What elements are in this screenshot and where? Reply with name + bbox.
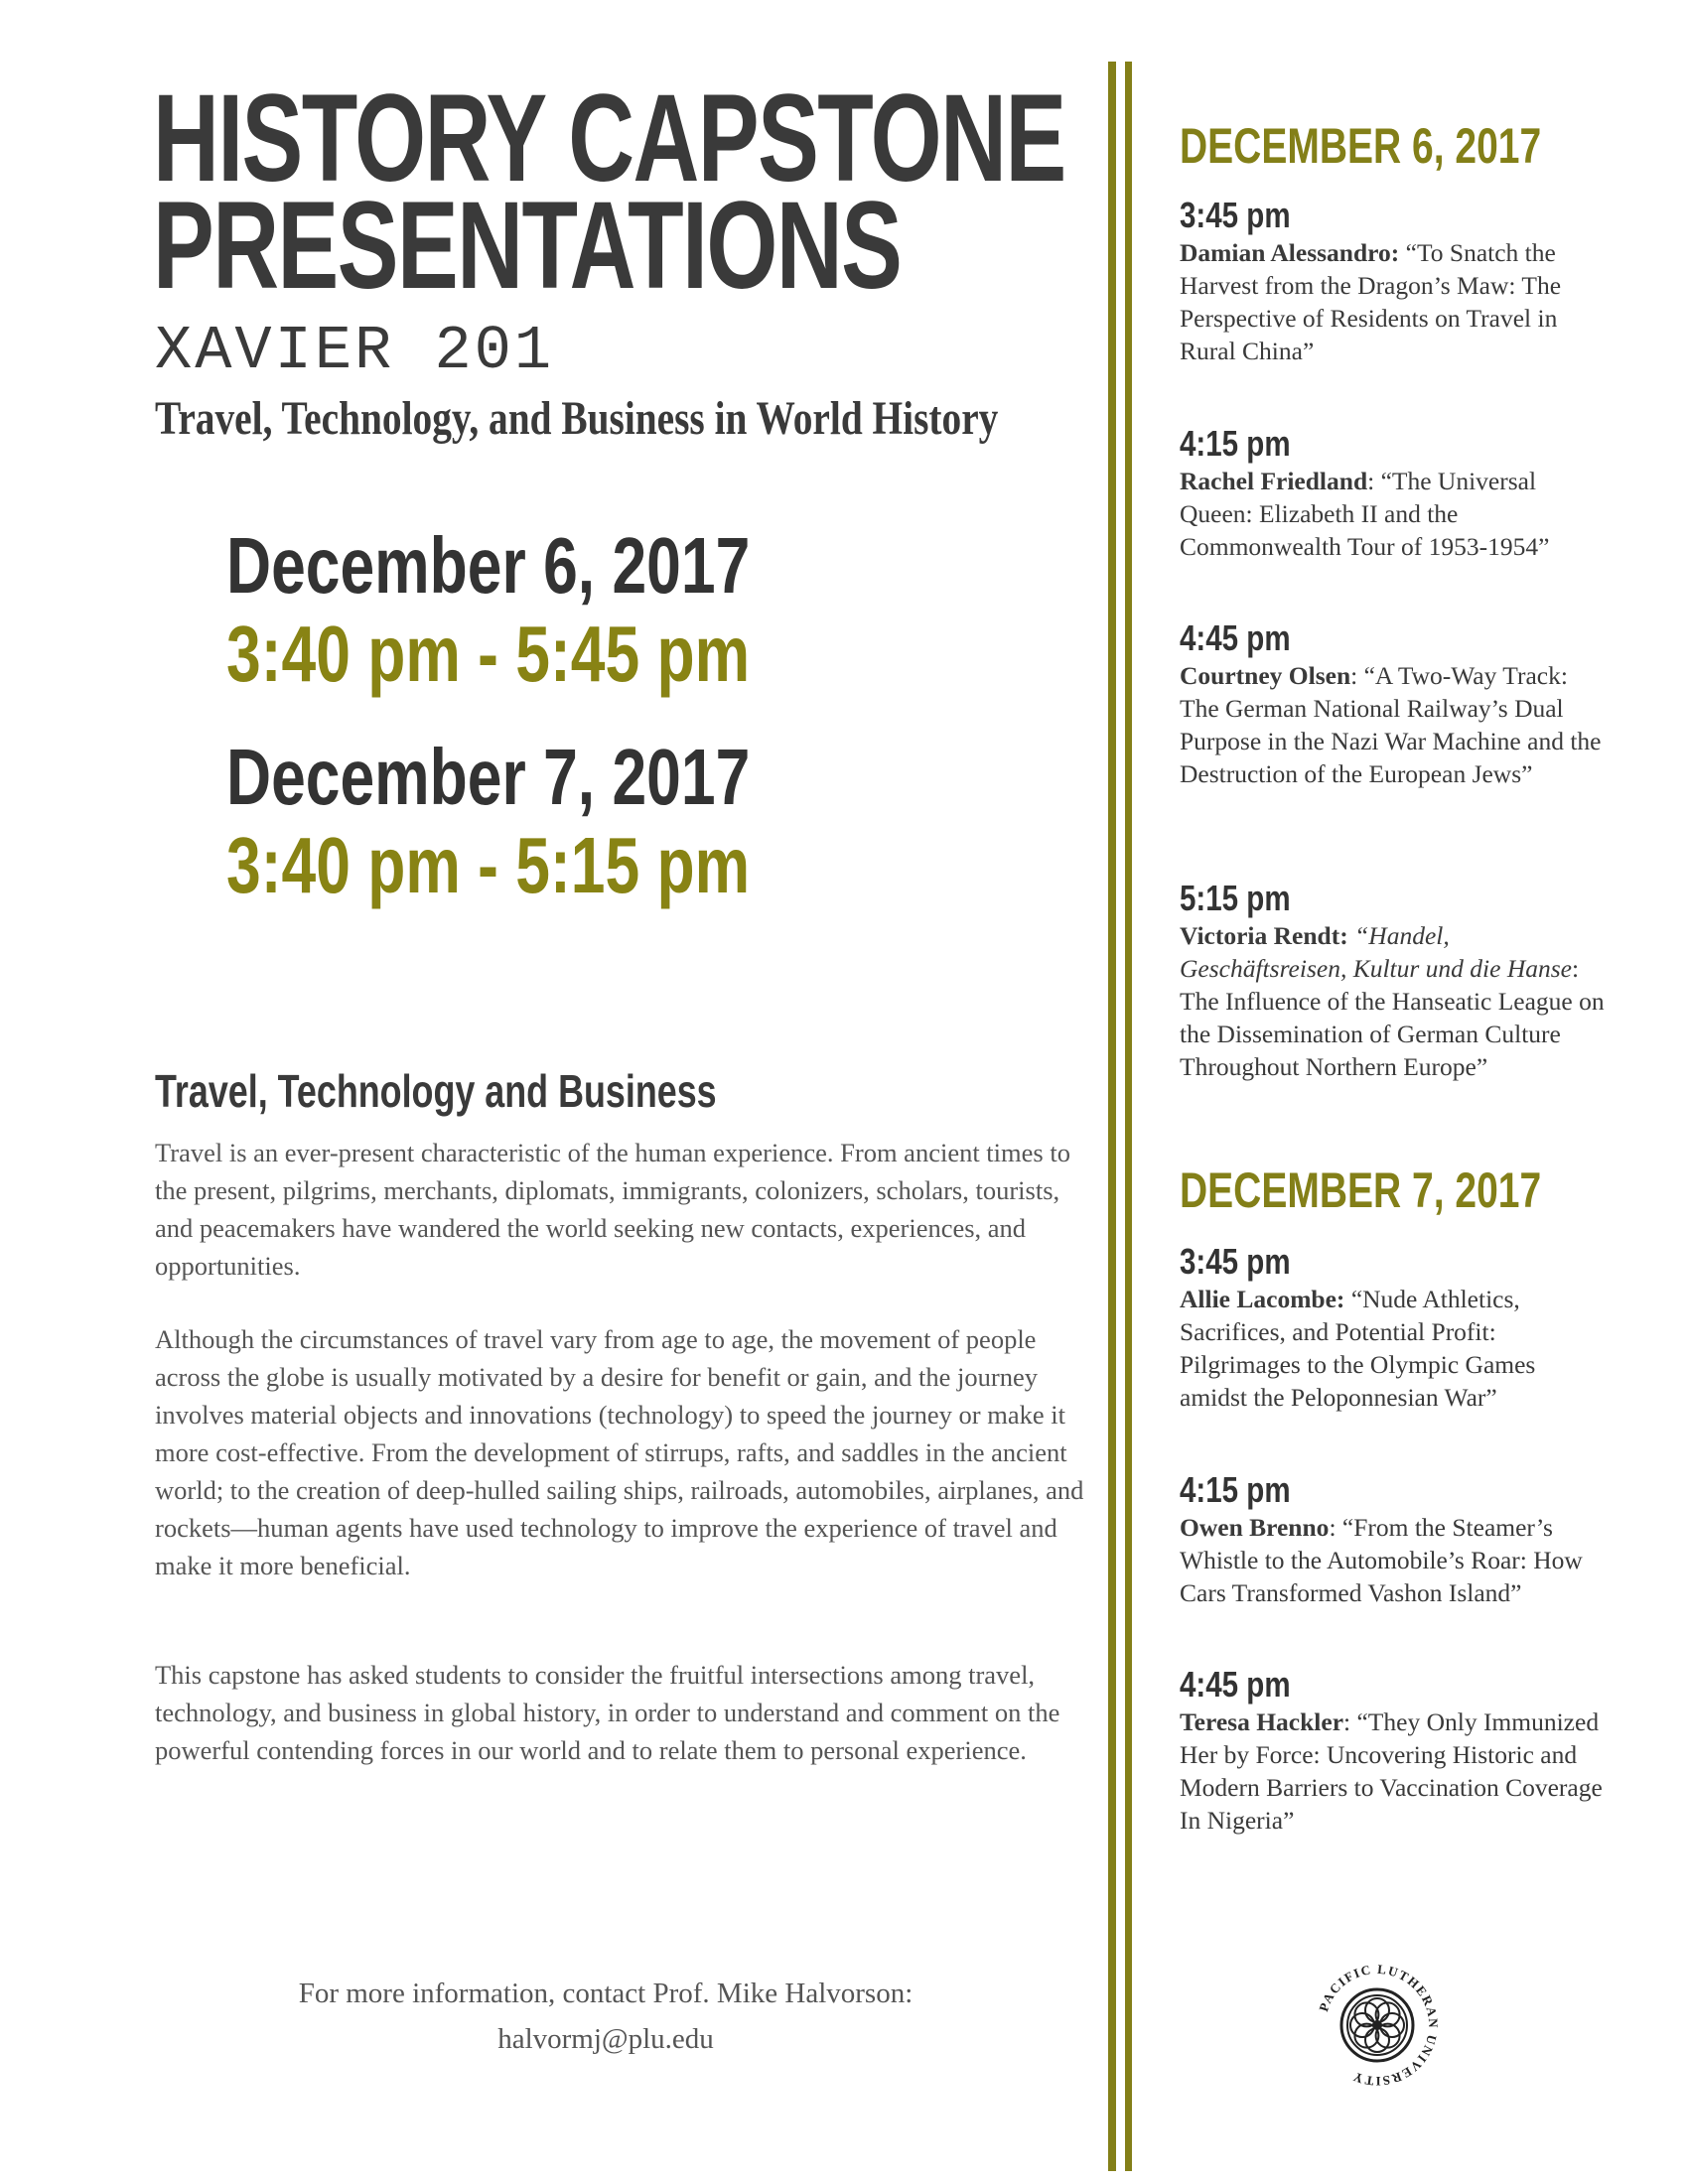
summary-date-2: December 7, 2017 [226, 733, 751, 821]
contact-info [179, 1971, 1033, 2062]
presenter-name: Damian Alessandro: [1180, 238, 1400, 267]
university-seal-logo [1313, 1961, 1442, 2090]
presenter-name: Allie Lacombe: [1180, 1285, 1345, 1313]
course-subtitle: Travel, Technology, and Business in World History [155, 392, 999, 445]
about-paragraph-1: Travel is an ever-present characteristic of the human experience. From ancient times to the present, pilgrims, merchants, diplomats, immigrants, colonizers, scholars, tourists, and peacemakers have wandered the world seeking new contacts, experiences, and opportunities. [155, 1138, 1070, 1281]
title-line-2: PRESENTATIONS [153, 177, 902, 315]
slot-time: 4:15 pm [1180, 1469, 1291, 1510]
presenter-name: Owen Brenno [1180, 1513, 1330, 1542]
presenter-name: Courtney Olsen [1180, 661, 1351, 690]
contact-line: For more information, contact Prof. Mike Halvorson: [298, 1978, 914, 2009]
slot-description [1180, 1283, 1607, 1414]
summary-date-1: December 6, 2017 [226, 521, 751, 610]
about-paragraph-2: Although the circumstances of travel vary from age to age, the movement of people across the globe is usually motivated by a desire for benefit or gain, and the journey involves material objects and innovations (technology) to speed the journey or make it more cost-effective. From the development of stirrups, rafts, and saddles in the ancient world; to the creation of deep-hulled sailing ships, railroads, automobiles, airplanes, and rockets—human agents have used technology to improve the experience of travel and make it more beneficial. [155, 1324, 1084, 1580]
course-code: XAVIER 201 [155, 316, 555, 386]
talk-title: : “A Two-Way Track: The German National Railway’s Dual Purpose in the Nazi War Machine and the Destruction of the European Jews” [1180, 661, 1602, 788]
talk-title: : “From the Steamer’s Whistle to the Automobile’s Roar: How Cars Transformed Vashon Island” [1180, 1513, 1583, 1607]
divider-bar-1 [1108, 62, 1116, 2171]
contact-email[interactable]: halvormj@plu.edu [497, 2023, 714, 2055]
day-heading-2: DECEMBER 7, 2017 [1180, 1162, 1542, 1218]
slot-time: 3:45 pm [1180, 195, 1291, 235]
slot-description [1180, 919, 1607, 1083]
talk-title: : “The Universal Queen: Elizabeth II and the Commonwealth Tour of 1953-1954” [1180, 467, 1550, 561]
title-line-1: HISTORY CAPSTONE [153, 69, 1065, 207]
talk-title-italic: “Handel, Geschäftsreisen, Kultur und die Hanse [1180, 921, 1572, 983]
page-title [153, 69, 1146, 315]
talk-title: “To Snatch the Harvest from the Dragon’s Maw: The Perspective of Residents on Travel in Rural China” [1180, 238, 1562, 365]
slot-time: 4:45 pm [1180, 617, 1291, 658]
slot-description [1180, 1511, 1607, 1609]
talk-title: “Nude Athletics, Sacrifices, and Potential Profit: Pilgrimages to the Olympic Games amidst the Peloponnesian War” [1180, 1285, 1536, 1412]
talk-title: : “They Only Immunized Her by Force: Uncovering Historic and Modern Barriers to Vaccination Coverage In Nigeria” [1180, 1707, 1603, 1835]
slot-description [1180, 236, 1607, 367]
about-paragraph-3: This capstone has asked students to consider the fruitful intersections among travel, technology, and business in global history, in order to understand and comment on the powerful contending forces in our world and to relate them to personal experience. [155, 1660, 1060, 1765]
slot-description [1180, 1706, 1607, 1837]
svg-text:PACIFIC LUTHERAN UNIVERSITY: PACIFIC LUTHERAN UNIVERSITY [1316, 1961, 1442, 2090]
slot-time: 4:15 pm [1180, 423, 1291, 464]
summary-time-2: 3:40 pm - 5:15 pm [226, 821, 751, 909]
about-heading: Travel, Technology and Business [155, 1065, 717, 1117]
slot-description [1180, 465, 1607, 563]
slot-time: 5:15 pm [1180, 878, 1291, 918]
summary-time-1: 3:40 pm - 5:45 pm [226, 610, 751, 698]
slot-time: 3:45 pm [1180, 1241, 1291, 1282]
presenter-name: Rachel Friedland [1180, 467, 1368, 495]
day-heading-1: DECEMBER 6, 2017 [1180, 118, 1542, 174]
divider-bar-2 [1125, 62, 1132, 2171]
slot-description [1180, 659, 1607, 790]
presenter-name: Teresa Hackler [1180, 1707, 1344, 1736]
slot-time: 4:45 pm [1180, 1664, 1291, 1705]
talk-title: : The Influence of the Hanseatic League on the Dissemination of German Culture Throughout Northern Europe” [1180, 954, 1605, 1081]
presenter-name: Victoria Rendt: [1180, 921, 1348, 950]
